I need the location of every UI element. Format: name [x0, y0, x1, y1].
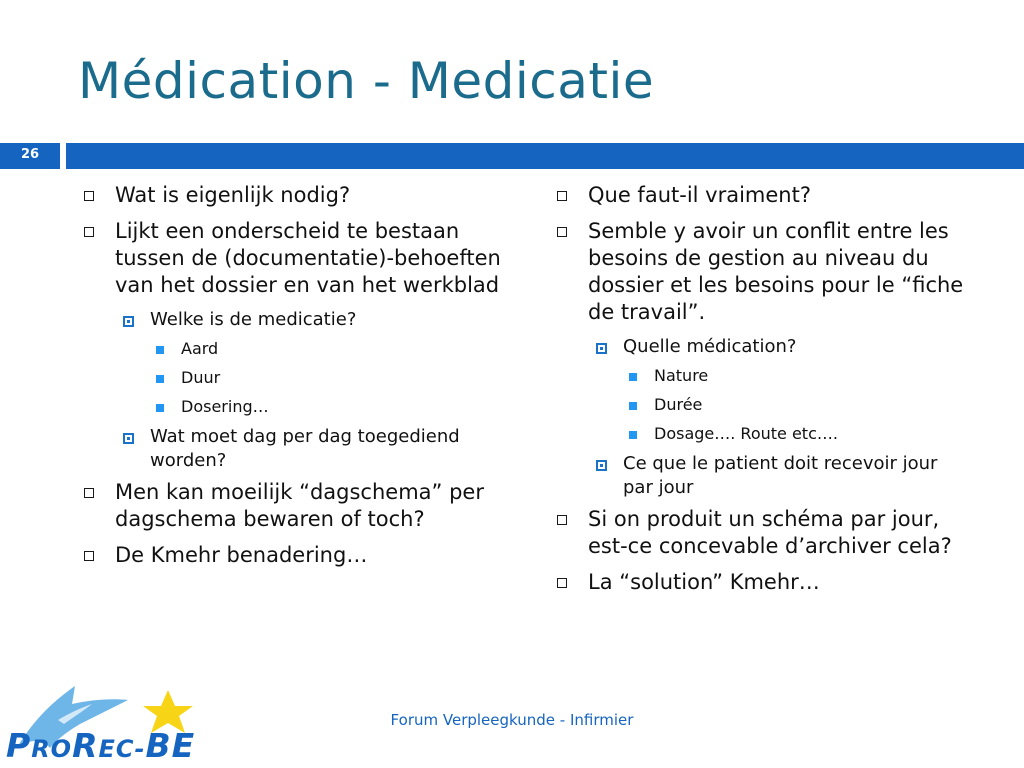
filled-square-bullet-icon: [629, 402, 637, 410]
sub-list-item: [553, 452, 973, 500]
list-item-text: Dosage…. Route etc….: [654, 424, 838, 443]
filled-square-bullet-icon: [156, 346, 164, 354]
sub-list-item: [80, 425, 505, 473]
list-item: [553, 506, 973, 560]
list-item-text: Lijkt een onderscheid te bestaan tussen de (documentatie)-behoeften van het dossier en van het werkblad: [115, 219, 501, 297]
list-item-text: Si on produit un schéma par jour, est-ce concevable d’archiver cela?: [588, 507, 952, 558]
list-item-text: Quelle médication?: [623, 336, 797, 357]
square-bullet-icon: [84, 551, 94, 561]
list-item-text: Wat is eigenlijk nodig?: [115, 183, 351, 207]
filled-square-bullet-icon: [156, 375, 164, 383]
square-bullet-icon: [557, 515, 567, 525]
sub-sub-list-item: [80, 396, 505, 418]
list-item: [80, 218, 505, 299]
square-bullet-icon: [84, 488, 94, 498]
list-item-text: De Kmehr benadering…: [115, 543, 368, 567]
slide-footer: Forum Verpleegkunde - Infirmier: [390, 711, 634, 729]
list-item: [80, 479, 505, 533]
sub-sub-list-item: [553, 365, 973, 387]
slide-title: Médication - Medicatie: [78, 52, 655, 110]
list-item-text: Semble y avoir un conflit entre les besoins de gestion au niveau du dossier et les besoins pour le “fiche de travail”.: [588, 219, 964, 324]
list-item-text: Que faut-il vraiment?: [588, 183, 811, 207]
list-item: [80, 542, 505, 569]
list-item-text: Wat moet dag per dag toegediend worden?: [150, 426, 460, 471]
list-item-text: Dosering…: [181, 397, 269, 416]
list-item-text: Ce que le patient doit recevoir jour par jour: [623, 453, 938, 498]
list-item: [553, 182, 973, 209]
list-item-text: Welke is de medicatie?: [150, 309, 357, 330]
logo-wordmark: PROREC-BE: [6, 726, 196, 765]
filled-square-bullet-icon: [156, 404, 164, 412]
square-bullet-icon: [123, 316, 134, 327]
square-bullet-icon: [84, 227, 94, 237]
square-bullet-icon: [596, 460, 607, 471]
accent-bar: [66, 143, 1024, 169]
sub-sub-list-item: [80, 338, 505, 360]
filled-square-bullet-icon: [629, 431, 637, 439]
sub-sub-list-item: [553, 394, 973, 416]
list-item-text: Duur: [181, 368, 221, 387]
square-bullet-icon: [596, 343, 607, 354]
sub-list-item: [80, 308, 505, 332]
list-item-text: La “solution” Kmehr…: [588, 570, 820, 594]
list-item-text: Aard: [181, 339, 219, 358]
list-item-text: Men kan moeilijk “dagschema” per dagschema bewaren of toch?: [115, 480, 484, 531]
sub-sub-list-item: [80, 367, 505, 389]
square-bullet-icon: [84, 191, 94, 201]
list-item: [553, 569, 973, 596]
list-item-text: Durée: [654, 395, 703, 414]
list-item: [80, 182, 505, 209]
list-item: [553, 218, 973, 326]
sub-list-item: [553, 335, 973, 359]
right-column: [553, 182, 973, 605]
left-column: [80, 182, 505, 578]
list-item-text: Nature: [654, 366, 709, 385]
square-bullet-icon: [557, 227, 567, 237]
square-bullet-icon: [557, 578, 567, 588]
sub-sub-list-item: [553, 423, 973, 445]
square-bullet-icon: [123, 433, 134, 444]
filled-square-bullet-icon: [629, 373, 637, 381]
slide-number: 26: [0, 143, 60, 169]
square-bullet-icon: [557, 191, 567, 201]
